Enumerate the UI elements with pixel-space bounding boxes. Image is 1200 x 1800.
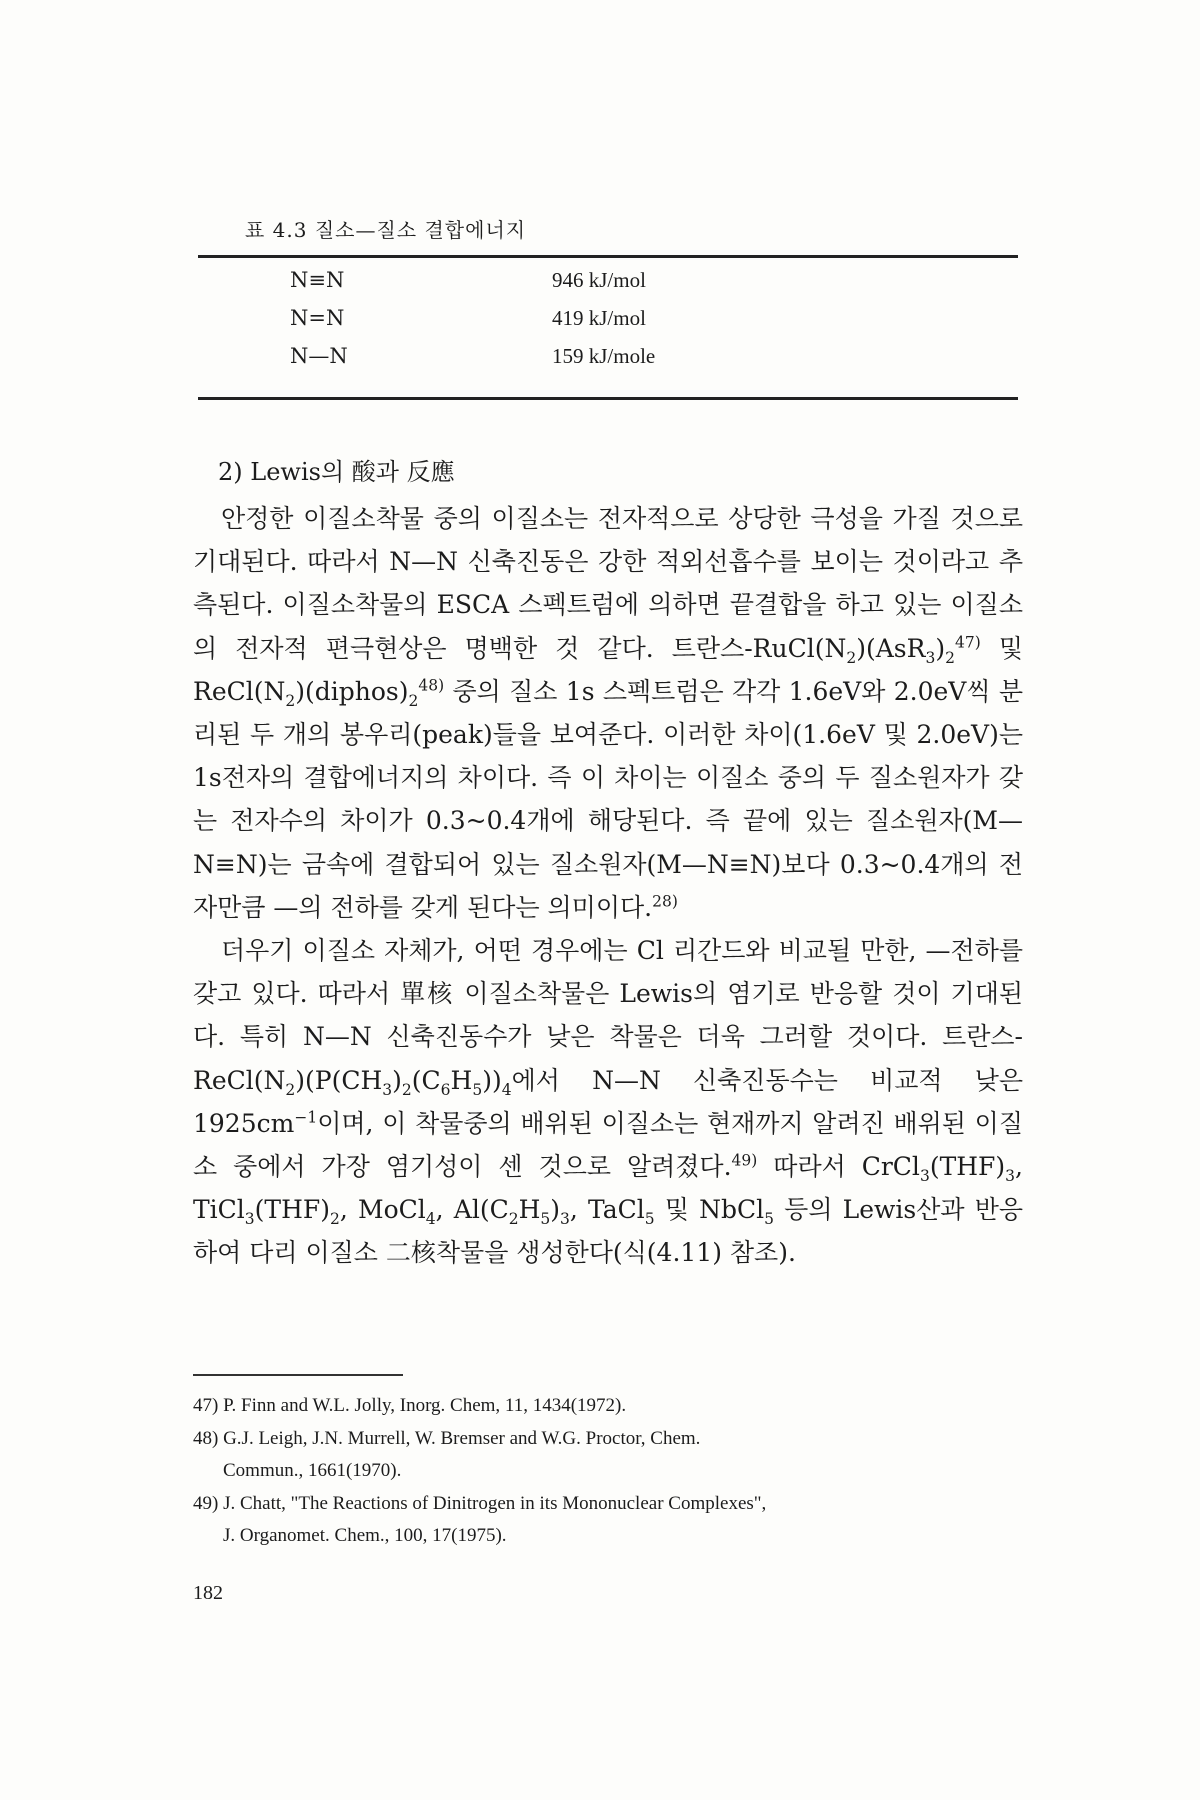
bond-type: N≡N xyxy=(290,268,345,292)
table-row xyxy=(290,306,990,340)
footnote: 49) J. Chatt, "The Reactions of Dinitrogen in its Mononuclear Complexes", J. Organomet. Chem., 100, 17(1975). xyxy=(193,1492,767,1546)
bond-energy: 159 kJ/mole xyxy=(552,344,656,368)
footnote: 47) P. Finn and W.L. Jolly, Inorg. Chem, 11, 1434(1972). xyxy=(193,1395,627,1416)
paragraph: 더우기 이질소 자체가, 어떤 경우에는 Cl 리간드와 비교될 만한, —전하를 갖고 있다. 따라서 單核 이질소착물은 Lewis의 염기로 반응할 것이 기대된다. 특히 N—N 신축진동수가 낮은 착물은 더욱 그러할 것이다. 트란스$-ReCl(N_2)(P(CH_3)_2(C_6H_5))_4$에서 N—N 신축진동수는 비교적 낮은 $1925cm^{-1}$이며, 이 착물중의 배위된 이질소는 현재까지 알려진 배위된 이질소 중에서 가장 염기성이 센 것으로 알려졌다.$^{49)}$ 따라서 $CrCl_3(THF)_3$, $TiCl_3(THF)_2$, MoCl$_4$, $Al(C_2H_5)_3$, TaCl$_5$ 및 NbCl$_5$ 등의 Lewis산과 반응하여 다리 이질소 二核착물을 생성한다(식(4.11) 참조). xyxy=(193,936,1024,1268)
page-number: 182 xyxy=(193,1582,223,1604)
bond-type: N—N xyxy=(290,344,348,368)
citation-ref: 47) xyxy=(954,633,981,652)
table-row xyxy=(290,268,990,302)
footnote-rule xyxy=(193,1374,403,1376)
bond-type: N=N xyxy=(290,306,345,330)
footnote: 48) G.J. Leigh, J.N. Murrell, W. Bremser and W.G. Proctor, Chem. Commun., 1661(1970). xyxy=(193,1427,701,1481)
citation-ref: 48) xyxy=(418,676,445,695)
table-top-rule xyxy=(198,255,1018,258)
table-caption: 표 4.3 질소—질소 결합에너지 xyxy=(245,218,527,242)
body-text xyxy=(193,497,1023,1275)
citation-ref: 49) xyxy=(731,1151,758,1170)
paragraph: 안정한 이질소착물 중의 이질소는 전자적으로 상당한 극성을 가질 것으로 기대된다. 따라서 N—N 신축진동은 강한 적외선흡수를 보이는 것이라고 추측된다. 이질소착물의 ESCA 스펙트럼에 의하면 끝결합을 하고 있는 이질소의 전자적 편극현상은 명백한 것 같다. 트란스$-RuCl(N_2)(AsR_3)_2^{47)}$ 및 $ReCl(N_2)(diphos)_2^{48)}$ 중의 질소 1s 스펙트럼은 각각 1.6eV와 2.0eV씩 분리된 두 개의 봉우리(peak)들을 보여준다. 이러한 차이(1.6eV 및 2.0eV)는 1s전자의 결합에너지의 차이다. 즉 이 차이는 이질소 중의 두 질소원자가 갖는 전자수의 차이가 0.3~0.4개에 해당된다. 즉 끝에 있는 질소원자(M—N≡N)는 금속에 결합되어 있는 질소원자(M—N≡N)보다 0.3~0.4개의 전자만큼 —의 전하를 갖게 된다는 의미이다.$^{28)}$ xyxy=(193,504,1023,922)
footnotes xyxy=(193,1390,1023,1553)
bond-energy: 419 kJ/mol xyxy=(552,306,646,330)
bond-energy: 946 kJ/mol xyxy=(552,268,646,292)
table-bottom-rule xyxy=(198,397,1018,400)
citation-ref: 28) xyxy=(652,892,678,911)
section-heading: 2) Lewis의 酸과 反應 xyxy=(218,458,455,486)
table-row xyxy=(290,344,990,378)
